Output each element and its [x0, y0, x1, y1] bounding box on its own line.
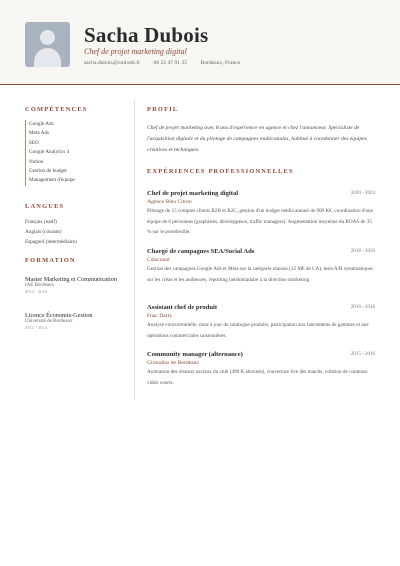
education-degree: Master Marketing et Communication: [25, 276, 117, 283]
job-company: Agence Bleu Citron: [147, 199, 192, 205]
job-role: Assistant chef de produit: [147, 304, 218, 311]
job-dates: 2020 - 2024: [350, 191, 375, 196]
contact-phone: 06 22 47 91 35: [153, 60, 188, 66]
right-column: [147, 106, 375, 386]
education-degree: Licence Économie-Gestion: [25, 312, 93, 319]
avatar-body-shape: [34, 48, 61, 67]
skill-item: Gestion de budget: [25, 167, 125, 176]
experience-item: [147, 304, 375, 341]
experience-item: [147, 248, 375, 285]
skills-heading: COMPÉTENCES: [25, 106, 88, 113]
cv-header: [0, 0, 400, 85]
contact-email: sacha.dubois@outlook.fr: [84, 60, 141, 66]
candidate-title: Chef de projet marketing digital: [84, 47, 187, 56]
experience-header: [147, 304, 375, 312]
education-dates: 2014 - 2016: [25, 289, 48, 294]
experience-heading: EXPÉRIENCES PROFESSIONNELLES: [147, 168, 294, 175]
job-dates: 2018 - 2020: [350, 249, 375, 254]
languages-list: [25, 217, 77, 247]
left-column: [25, 106, 125, 330]
education-school: IAE Bordeaux: [25, 283, 55, 288]
experience-header: [147, 190, 375, 198]
job-company: Girondins de Bordeaux: [147, 360, 200, 366]
experience-header: [147, 351, 375, 359]
job-description: Analyse concurrentielle, mise à jour du catalogue produits, participation aux lancements de gammes et aux opérations commerciales saisonnières.: [147, 322, 369, 339]
language-item: Espagnol (intermédiaire): [25, 239, 77, 245]
education-school: Université de Bordeaux: [25, 319, 73, 324]
skill-item: SEO: [25, 139, 125, 148]
job-description: Pilotage de 15 comptes clients B2B et B2C, gestion d'un budget média annuel de 900 K€, coordination d'une équipe de 6 personnes (graphistes, développeurs, traffic managers). Augmentation moyenne du ROAS de 35 % sur le portefeuille.: [147, 208, 373, 235]
languages-heading: LANGUES: [25, 203, 65, 210]
job-role: Community manager (alternance): [147, 351, 243, 358]
language-item: Anglais (courant): [25, 229, 62, 235]
job-company: Cdiscount: [147, 257, 170, 263]
education-dates: 2011 - 2014: [25, 325, 48, 330]
experience-item: [147, 351, 375, 388]
skill-item: Google Analytics 4: [25, 148, 125, 157]
job-description: Animation des réseaux sociaux du club (400 K abonnés), couverture live des matchs, création de contenus vidéo courts.: [147, 369, 368, 386]
education-item: [25, 312, 93, 331]
contact-line: [84, 60, 252, 66]
experience-item: [147, 190, 375, 238]
skill-item: Meta Ads: [25, 129, 125, 138]
language-item: Français (natif): [25, 219, 57, 225]
job-dates: 2015 - 2016: [350, 352, 375, 357]
avatar-placeholder-icon: [25, 22, 70, 67]
experience-header: [147, 248, 375, 256]
column-divider: [134, 100, 135, 400]
job-company: Fnac Darty: [147, 313, 173, 319]
skill-item: Notion: [25, 158, 125, 167]
skill-item: Management d'équipe: [25, 176, 125, 185]
job-dates: 2016 - 2018: [350, 305, 375, 310]
job-description: Gestion des campagnes Google Ads et Meta sur la catégorie maison (12 M€ de CA), tests A/B systématiques sur les créas et les audiences, reporting hebdomadaire à la direction marketing.: [147, 266, 373, 283]
education-heading: FORMATION: [25, 257, 76, 264]
education-item: [25, 276, 117, 295]
job-role: Chef de projet marketing digital: [147, 190, 239, 197]
profile-heading: PROFIL: [147, 106, 179, 113]
avatar-head-shape: [40, 30, 55, 45]
skill-item: Google Ads: [25, 120, 125, 129]
profile-summary: Chef de projet marketing avec 8 ans d'expérience en agence et chez l'annonceur. Spécialiste de l'acquisition digitale et du pilotage de campagnes multicanales, habitué à coordonner des équipes créatives et techniques.: [147, 125, 367, 153]
job-role: Chargé de campagnes SEA/Social Ads: [147, 248, 255, 255]
skills-list: [25, 120, 125, 186]
contact-location: Bordeaux, France: [200, 60, 241, 66]
candidate-name: Sacha Dubois: [84, 23, 209, 47]
